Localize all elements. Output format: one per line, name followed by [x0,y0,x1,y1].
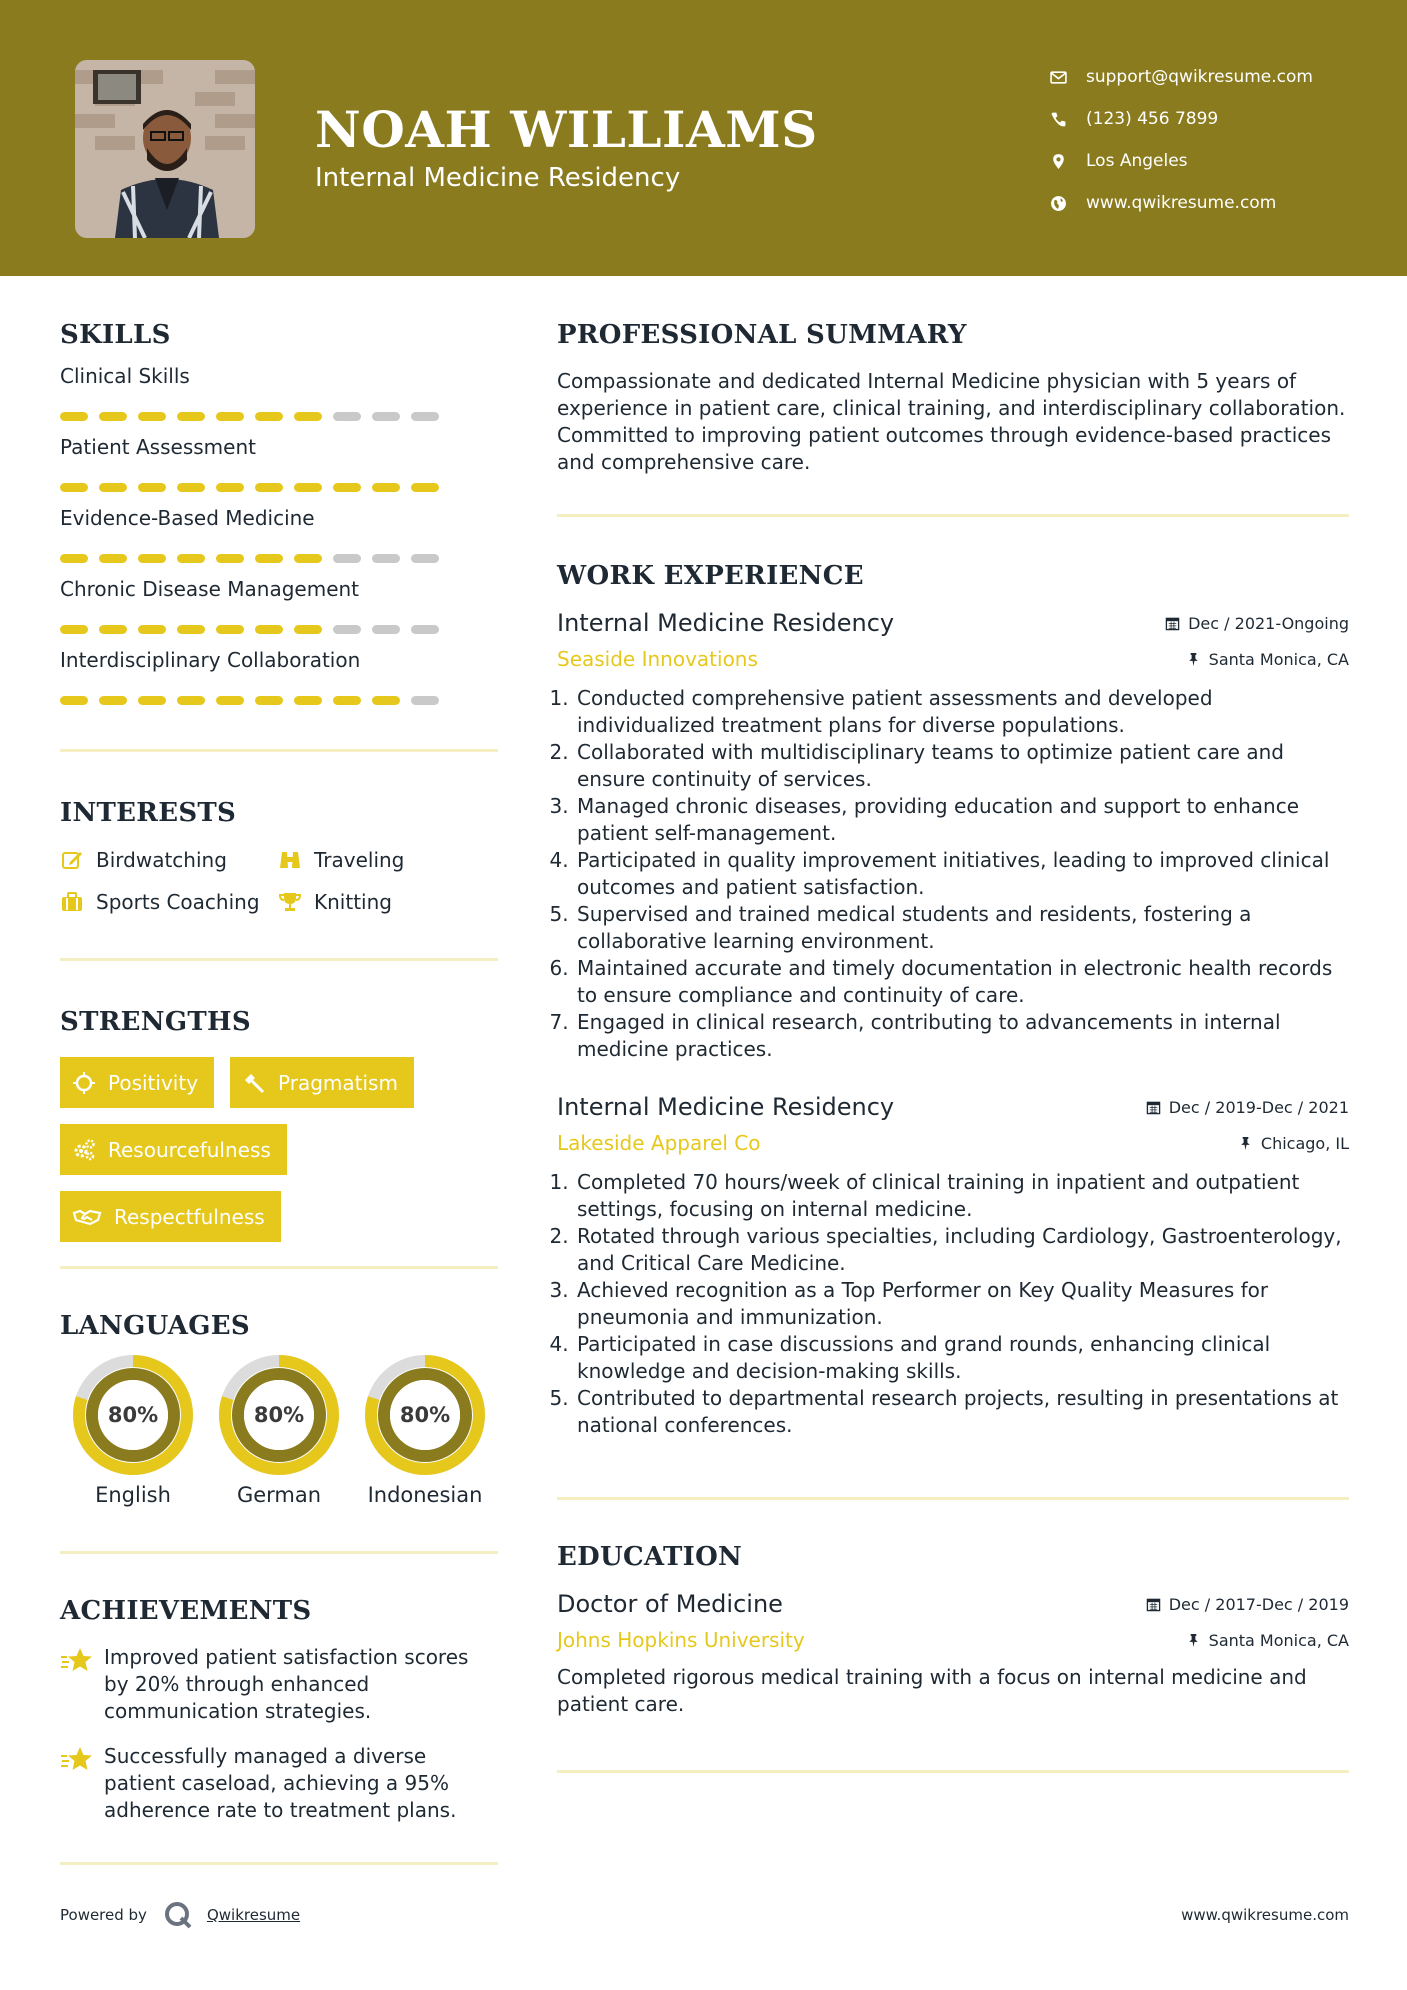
star-icon [60,1745,94,1773]
contact-location [1050,140,1390,182]
job-point: 3. Managed chronic diseases, providing education and support to enhance patient self-management. [575,793,1349,847]
sun-icon [72,1071,96,1095]
cogs-icon [72,1138,96,1162]
education-degree: Doctor of Medicine [557,1590,783,1618]
skill-item [60,435,498,492]
interest-item [60,848,278,872]
skill-rating-dot [294,625,322,634]
achievement-item [60,1644,498,1725]
footer-website[interactable]: www.qwikresume.com [1181,1906,1349,1924]
skill-rating-dot [411,625,439,634]
calendar-icon [1165,616,1180,631]
candidate-name: NOAH WILLIAMS [315,100,818,159]
skill-rating-dot [372,412,400,421]
pin-icon [1186,652,1201,667]
language-name: Indonesian [367,1483,483,1507]
summary-text: Compassionate and dedicated Internal Medicine physician with 5 years of experience in patient care, clinical training, and interdisciplinary collaboration. Committed to improving patient outcomes through evidence-based practices and comprehensive care. [557,369,1346,474]
education-date [1146,1595,1349,1614]
language-ring [73,1355,193,1475]
skill-rating-dot [372,483,400,492]
strength-tag [60,1191,281,1242]
skill-item [60,577,498,634]
section-divider [60,1551,498,1554]
job-title: Internal Medicine Residency [557,1093,895,1121]
skill-name: Clinical Skills [60,364,190,388]
skill-rating-dot [255,625,283,634]
skill-rating-dot [99,554,127,563]
experience-heading: WORK EXPERIENCE [557,561,864,591]
interest-label: Birdwatching [96,848,227,872]
skill-rating-dot [372,554,400,563]
job-company: Seaside Innovations [557,647,758,671]
skill-rating-dot [138,483,166,492]
skill-rating-dot [99,412,127,421]
skill-name: Chronic Disease Management [60,577,360,601]
job-point: 7. Engaged in clinical research, contributing to advancements in internal medicine practices. [575,1009,1349,1063]
job-point: 1. Conducted comprehensive patient assessments and developed individualized treatment plans for diverse populations. [575,685,1349,739]
education-entry [557,1590,1349,1718]
skill-rating-dot [216,625,244,634]
skill-name: Interdisciplinary Collaboration [60,648,361,672]
skill-rating-dot [216,483,244,492]
skill-rating-dot [333,483,361,492]
edit-icon [60,848,84,872]
skills-heading: SKILLS [60,320,171,350]
skill-rating [60,483,498,492]
skill-rating-dot [138,625,166,634]
skill-rating-dot [333,696,361,705]
education-location-text: Santa Monica, CA [1208,1630,1349,1650]
skill-rating-dot [99,483,127,492]
skill-rating-dot [294,412,322,421]
skill-rating-dot [177,554,205,563]
education-heading: EDUCATION [557,1542,743,1572]
language-name: German [236,1483,322,1507]
interest-item [278,848,478,872]
skill-rating-dot [255,483,283,492]
language-ring [219,1355,339,1475]
skill-rating-dot [411,696,439,705]
contact-email-text: support@qwikresume.com [1086,67,1313,87]
skill-rating-dot [60,696,88,705]
footer-powered-by [60,1900,300,1930]
skill-rating-dot [372,625,400,634]
job-point: 5. Supervised and trained medical students and residents, fostering a collaborative learning environment. [575,901,1349,955]
email-icon [1050,69,1086,86]
resume-header [0,0,1407,276]
achievement-item [60,1743,498,1824]
job-date [1165,614,1349,633]
job-title: Internal Medicine Residency [557,609,895,637]
strengths-heading: STRENGTHS [60,1007,251,1037]
job-points [557,1169,1349,1439]
contact-phone[interactable] [1050,98,1390,140]
skill-rating-dot [138,554,166,563]
language-ring [365,1355,485,1475]
job-location [1238,1134,1349,1153]
strength-tag [60,1057,214,1108]
skill-rating-dot [333,554,361,563]
interest-label: Sports Coaching [96,890,260,914]
strength-label: Pragmatism [278,1070,398,1095]
job-location-text: Santa Monica, CA [1208,649,1349,669]
skills-list [60,364,498,705]
star-icon [60,1646,94,1674]
interest-label: Traveling [314,848,405,872]
binoculars-icon [278,848,302,872]
contact-website[interactable] [1050,182,1390,224]
skill-rating-dot [255,696,283,705]
interests-heading: INTERESTS [60,798,237,828]
job-entry [557,1093,1349,1439]
skill-rating-dot [60,625,88,634]
languages-heading: LANGUAGES [60,1311,250,1341]
gavel-icon [242,1071,266,1095]
skill-item [60,648,498,705]
job-point: 4. Participated in case discussions and grand rounds, enhancing clinical knowledge and decision-making skills. [575,1331,1349,1385]
language-name: English [95,1483,171,1507]
interests-list [60,848,498,914]
language-percent: 80% [253,1403,305,1427]
achievement-text: Successfully managed a diverse patient caseload, achieving a 95% adherence rate to treatment plans. [104,1744,457,1822]
skill-rating-dot [255,412,283,421]
right-column [557,320,1349,1773]
skill-rating [60,554,498,563]
skill-rating-dot [99,696,127,705]
job-point: 2. Collaborated with multidisciplinary teams to optimize patient care and ensure continuity of services. [575,739,1349,793]
contact-location-text: Los Angeles [1086,151,1188,171]
calendar-icon [1146,1597,1161,1612]
location-icon [1050,153,1086,170]
section-divider [60,1862,498,1865]
education-location [1186,1631,1349,1650]
interest-item [278,890,478,914]
pin-icon [1186,1633,1201,1648]
section-divider [60,749,498,752]
skill-rating-dot [99,625,127,634]
achievement-text: Improved patient satisfaction scores by 20% through enhanced communication strategies. [104,1645,469,1723]
job-point: 5. Contributed to departmental research projects, resulting in presentations at national conferences. [575,1385,1349,1439]
skill-rating-dot [60,483,88,492]
contact-phone-text: (123) 456 7899 [1086,109,1219,129]
summary-heading: PROFESSIONAL SUMMARY [557,320,967,350]
job-company: Lakeside Apparel Co [557,1131,761,1155]
skill-rating-dot [216,412,244,421]
interest-label: Knitting [314,890,392,914]
skill-rating-dot [177,696,205,705]
job-location [1186,650,1349,669]
language-item [60,1355,206,1507]
job-point: 2. Rotated through various specialties, including Cardiology, Gastroenterology, and Critical Care Medicine. [575,1223,1349,1277]
pin-icon [1238,1136,1253,1151]
education-description: Completed rigorous medical training with a focus on internal medicine and patient care. [557,1665,1307,1716]
languages-list [60,1355,498,1507]
job-point: 4. Participated in quality improvement initiatives, leading to improved clinical outcomes and patient satisfaction. [575,847,1349,901]
skill-rating-dot [294,554,322,563]
job-point: 3. Achieved recognition as a Top Performer on Key Quality Measures for pneumonia and immunization. [575,1277,1349,1331]
skill-rating-dot [177,483,205,492]
skill-rating-dot [216,696,244,705]
skill-rating-dot [177,412,205,421]
phone-icon [1050,111,1086,128]
skill-rating-dot [138,412,166,421]
skill-item [60,364,498,421]
section-divider [557,1497,1349,1500]
qwikresume-logo-icon [163,1900,193,1930]
skill-rating-dot [372,696,400,705]
handshake-icon [72,1205,102,1229]
strength-label: Respectfulness [114,1204,265,1229]
job-point: 1. Completed 70 hours/week of clinical training in inpatient and outpatient settings, focusing on internal medicine. [575,1169,1349,1223]
profile-photo [75,60,255,238]
skill-rating-dot [60,554,88,563]
section-divider [60,1266,498,1269]
contact-list [1050,56,1390,224]
education-school: Johns Hopkins University [557,1628,805,1652]
skill-name: Evidence-Based Medicine [60,506,315,530]
job-date-text: Dec / 2019-Dec / 2021 [1168,1098,1349,1117]
achievements-heading: ACHIEVEMENTS [60,1596,312,1626]
globe-icon [1050,195,1086,212]
profile-photo-illustration [75,60,255,238]
skill-rating [60,625,498,634]
briefcase-icon [60,890,84,914]
strength-tag [230,1057,414,1108]
language-percent: 80% [399,1403,451,1427]
strength-tag [60,1124,287,1175]
skill-rating-dot [411,412,439,421]
skill-rating-dot [138,696,166,705]
job-date [1146,1098,1349,1117]
candidate-title: Internal Medicine Residency [315,163,681,193]
skill-rating-dot [294,696,322,705]
education-date-text: Dec / 2017-Dec / 2019 [1168,1595,1349,1614]
skill-rating [60,696,498,705]
skill-rating-dot [333,412,361,421]
job-location-text: Chicago, IL [1260,1133,1349,1153]
skill-rating-dot [333,625,361,634]
language-item [206,1355,352,1507]
left-column [60,320,498,1865]
contact-email[interactable] [1050,56,1390,98]
job-point: 6. Maintained accurate and timely documentation in electronic health records to ensure compliance and continuity of care. [575,955,1349,1009]
section-divider [60,958,498,961]
section-divider [557,1770,1349,1773]
strengths-list [60,1057,498,1242]
section-divider [557,514,1349,517]
skill-rating-dot [294,483,322,492]
language-percent: 80% [107,1403,159,1427]
skill-rating-dot [411,554,439,563]
skill-item [60,506,498,563]
language-item [352,1355,498,1507]
job-points [557,685,1349,1063]
skill-rating [60,412,498,421]
strength-label: Positivity [108,1070,199,1095]
trophy-icon [278,890,302,914]
skill-name: Patient Assessment [60,435,256,459]
strength-label: Resourcefulness [108,1137,271,1162]
contact-website-text: www.qwikresume.com [1086,193,1277,213]
powered-by-text: Powered by [60,1906,147,1924]
interest-item [60,890,278,914]
skill-rating-dot [255,554,283,563]
achievements-list [60,1644,498,1824]
skill-rating-dot [216,554,244,563]
job-entry [557,609,1349,1063]
brand-link[interactable]: Qwikresume [206,1906,301,1924]
skill-rating-dot [411,483,439,492]
skill-rating-dot [60,412,88,421]
job-date-text: Dec / 2021-Ongoing [1188,614,1349,633]
skill-rating-dot [177,625,205,634]
calendar-icon [1146,1100,1161,1115]
